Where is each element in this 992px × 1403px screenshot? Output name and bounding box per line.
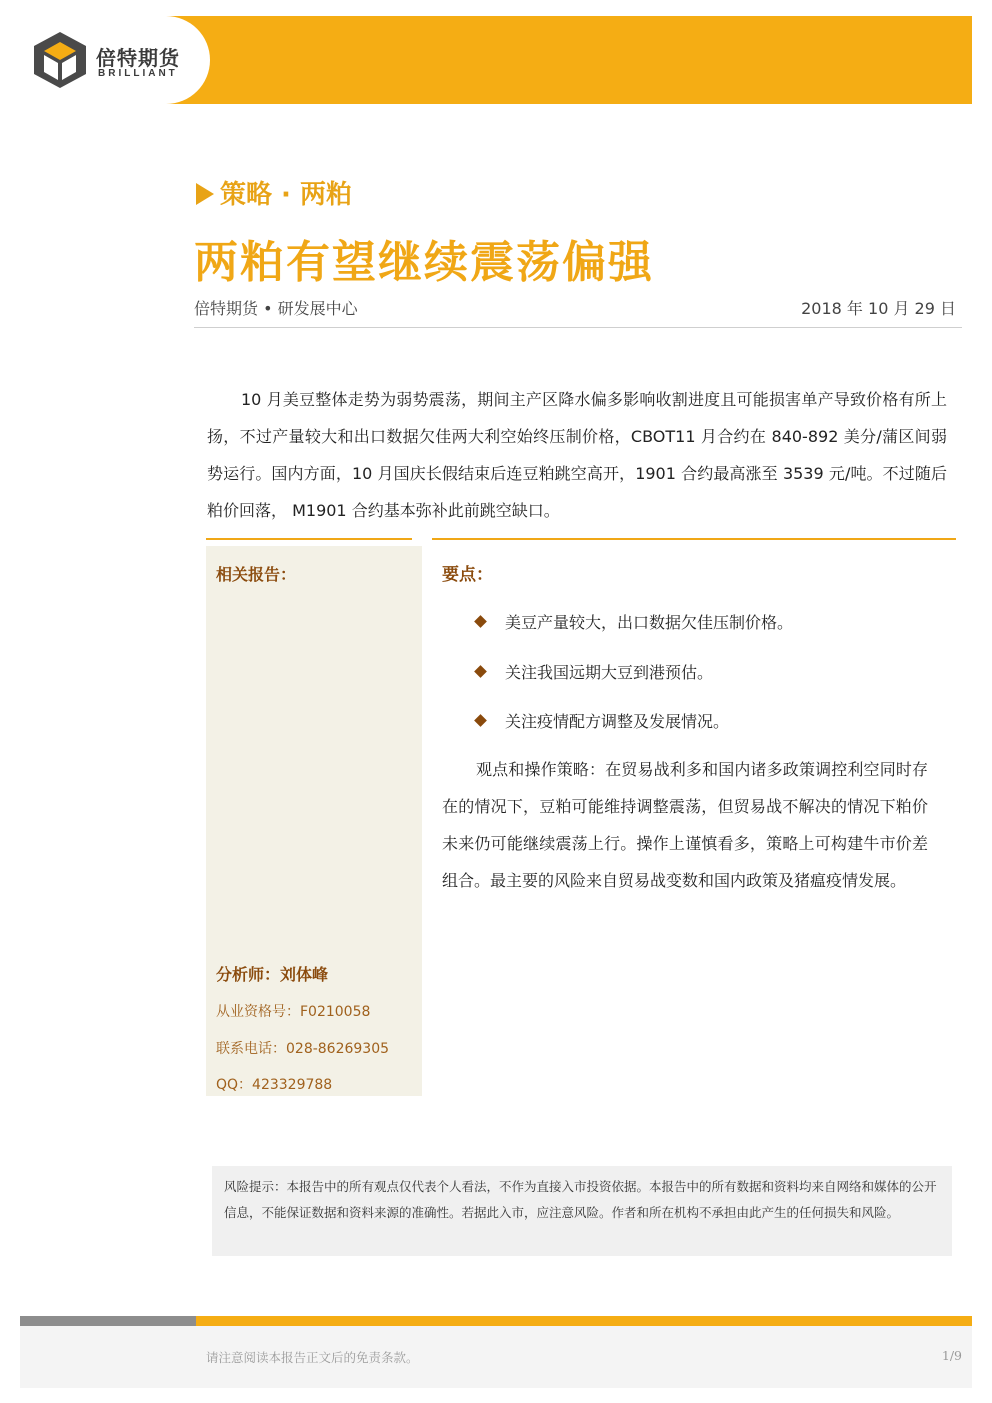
key-points-heading: 要点： [442,565,493,585]
page-title: 两粕有望继续震荡偏强 [194,237,654,288]
page-number: 1/9 [941,1348,962,1363]
logo [20,16,210,104]
diamond-bullet-icon [474,714,487,727]
list-item [476,610,793,633]
keypoints-rule [432,538,956,540]
footer-bar-yellow [196,1316,972,1326]
list-item-text: 关注疫情配方调整及发展情况。 [505,712,730,731]
diamond-bullet-icon [474,665,487,678]
cube-logo-icon [32,30,88,90]
list-item [476,709,729,732]
intro-paragraph: 10 月美豆整体走势为弱势震荡，期间主产区降水偏多影响收割进度且可能损害单产导致价格有所上扬，不过产量较大和出口数据欠佳两大利空始终压制价格，CBOT11 月合约在 840-892 美分/蒲区间弱势运行。国内方面，10 月国庆长假结束后连豆粕跳空高开，1901 合约最高涨至 3539 元/吨。不过随后粕价回落， M1901 合约基本弥补此前跳空缺口。 [207,390,947,520]
diamond-bullet-icon [474,615,487,628]
strategy-paragraph: 观点和操作策略：在贸易战利多和国内诸多政策调控利空同时存在的情况下，豆粕可能维持调整震荡，但贸易战不解决的情况下粕价未来仍可能继续震荡上行。操作上谨慎看多，策略上可构建牛市价差组合。最主要的风险来自贸易战变数和国内政策及猪瘟疫情发展。 [442,760,928,890]
related-reports-heading: 相关报告： [216,565,297,584]
logo-text-cn: 倍特期货 [96,46,180,70]
footer-bar-gray [20,1316,196,1326]
report-date: 2018 年 10 月 29 日 [801,299,956,318]
sidebar [206,546,422,1096]
risk-notice: 风险提示：本报告中的所有观点仅代表个人看法，不作为直接入市投资依据。本报告中的所有数据和资料均来自网络和媒体的公开信息，不能保证数据和资料来源的准确性。若据此入市，应注意风险。作者和所在机构不承担由此产生的任何损失和风险。 [212,1166,952,1256]
page-footer [20,1326,972,1388]
list-item-text: 美豆产量较大，出口数据欠佳压制价格。 [505,613,794,632]
divider [194,327,962,328]
sidebar-rule [206,538,412,540]
disclaimer-note: 请注意阅读本报告正文后的免责条款。 [206,1350,419,1365]
analyst-phone: 联系电话：028-86269305 [216,1041,390,1057]
play-triangle-icon [196,183,214,205]
list-item-text: 关注我国远期大豆到港预估。 [505,663,714,682]
analyst-license: 从业资格号：F0210058 [216,1004,371,1020]
list-item [476,660,713,683]
report-category [196,174,352,211]
analyst-qq: QQ：423329788 [216,1077,333,1093]
analyst-name: 分析师：刘体峰 [216,965,329,984]
category-label: 策略 · 两粕 [220,180,352,210]
organization: 倍特期货 • 研发展中心 [194,299,358,318]
page-header [20,16,972,104]
logo-text-en: BRILLIANT [98,68,178,79]
